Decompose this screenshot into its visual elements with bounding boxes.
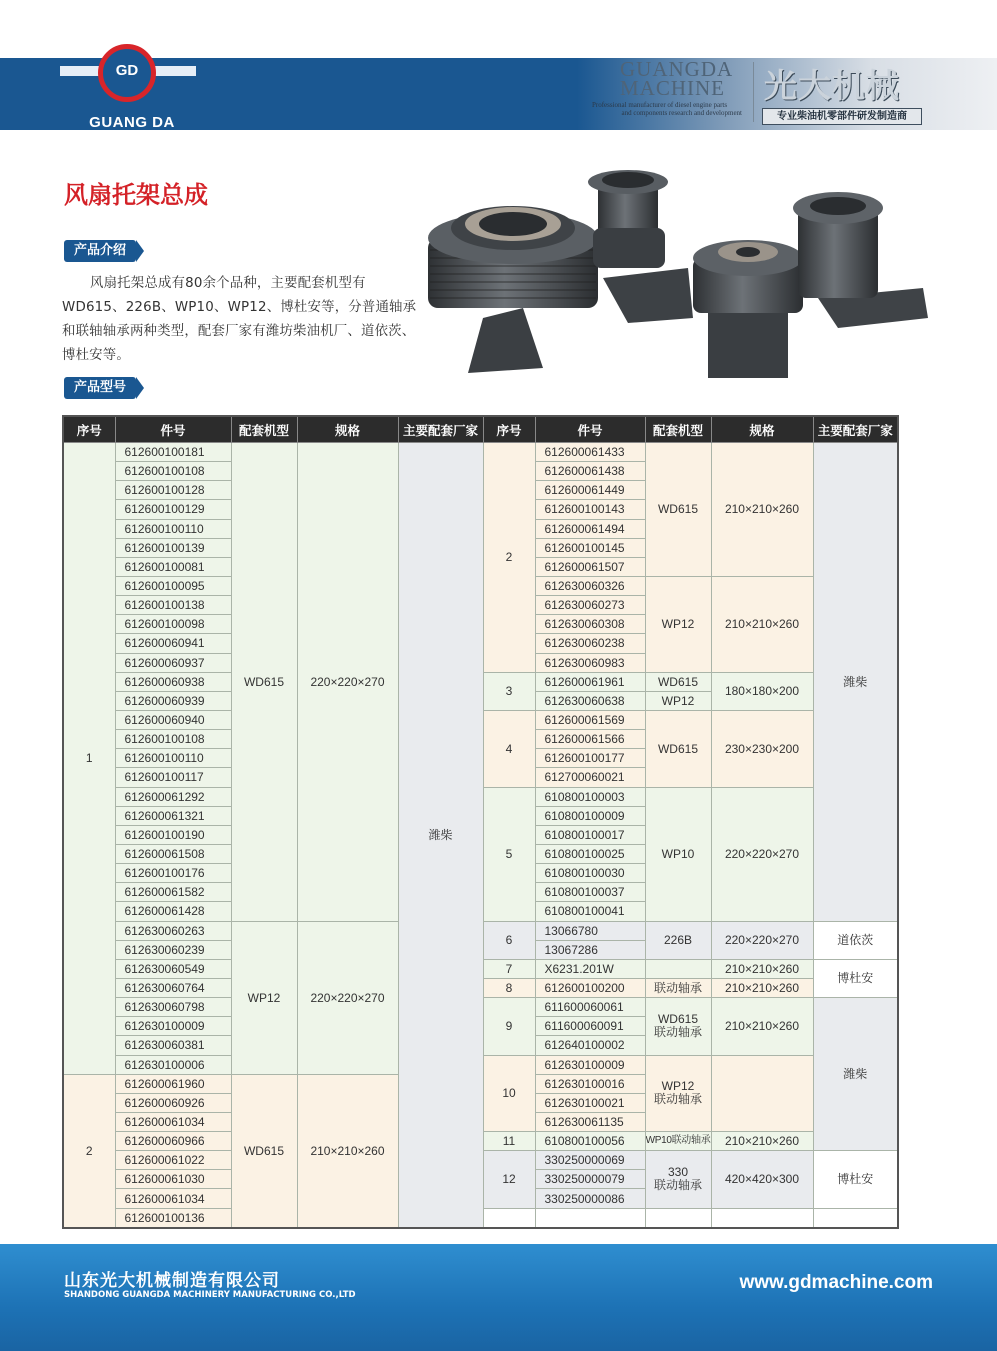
col-header: 配套机型 xyxy=(645,416,711,443)
part-no: 610800100003 xyxy=(535,787,645,806)
part-no: 612630100009 xyxy=(535,1055,645,1074)
engine-model: WP12 xyxy=(645,691,711,710)
group-no: 7 xyxy=(483,959,535,978)
part-no: 612600100143 xyxy=(535,500,645,519)
spec: 210×210×260 xyxy=(711,1132,813,1151)
company-logo xyxy=(60,44,200,136)
maker: 博杜安 xyxy=(813,1151,898,1208)
part-no: 612600061438 xyxy=(535,462,645,481)
group-no: 4 xyxy=(483,710,535,787)
table-row xyxy=(63,443,898,462)
logo-text: GUANG DA xyxy=(89,114,175,131)
part-no: 330250000069 xyxy=(535,1151,645,1170)
part-no: 612600061321 xyxy=(115,806,231,825)
part-no: 612600061449 xyxy=(535,481,645,500)
part-no: 610800100017 xyxy=(535,825,645,844)
spec: 210×210×260 xyxy=(711,998,813,1055)
cn-brand: 光大机械 xyxy=(764,66,900,105)
spec: 180×180×200 xyxy=(711,672,813,710)
empty-cell xyxy=(645,1208,711,1228)
engine-model: 226B xyxy=(645,921,711,959)
col-header: 件号 xyxy=(115,416,231,443)
engine-model-line: 联动轴承 xyxy=(653,1178,702,1193)
part-no: 612600061034 xyxy=(115,1189,231,1208)
spec: 220×220×270 xyxy=(297,443,398,922)
part-no: 612600060966 xyxy=(115,1132,231,1151)
spec: 230×230×200 xyxy=(711,710,813,787)
engine-model xyxy=(645,998,711,1055)
part-no: 612600100177 xyxy=(535,749,645,768)
group-no: 6 xyxy=(483,921,535,959)
part-no: 612600100138 xyxy=(115,596,231,615)
part-no: 612600061292 xyxy=(115,787,231,806)
part-no: 612600100081 xyxy=(115,557,231,576)
spec: 210×210×260 xyxy=(297,1074,398,1228)
fan-bracket-2 xyxy=(588,170,693,323)
company-name-en: SHANDONG GUANGDA MACHINERY MANUFACTURING CO.,LTD xyxy=(64,1290,356,1300)
engine-model: 联动轴承 xyxy=(645,978,711,997)
engine-model: WD615 xyxy=(645,710,711,787)
part-no: 612600100176 xyxy=(115,864,231,883)
part-no: 612630100016 xyxy=(535,1074,645,1093)
website-link[interactable]: www.gdmachine.com xyxy=(739,1272,933,1293)
part-no: 612600100129 xyxy=(115,500,231,519)
part-no: 612630060273 xyxy=(535,596,645,615)
part-no: 612600060937 xyxy=(115,653,231,672)
part-no: 612630100021 xyxy=(535,1093,645,1112)
cn-tagline: 专业柴油机零部件研发制造商 xyxy=(762,108,922,125)
maker: 潍柴 xyxy=(813,998,898,1151)
page-title: 风扇托架总成 xyxy=(64,180,208,209)
part-no: 612600060940 xyxy=(115,710,231,729)
engine-model-line: WD615 xyxy=(657,1012,698,1027)
part-no: 612600061960 xyxy=(115,1074,231,1093)
part-no: 612630060983 xyxy=(535,653,645,672)
group-no: 10 xyxy=(483,1055,535,1132)
part-no: 612630060549 xyxy=(115,959,231,978)
part-no: 610800100025 xyxy=(535,844,645,863)
part-no: 612600060926 xyxy=(115,1093,231,1112)
part-no: 612600061582 xyxy=(115,883,231,902)
engine-model: WP12 xyxy=(645,576,711,672)
spec: 220×220×270 xyxy=(711,787,813,921)
engine-model: WD615 xyxy=(645,672,711,691)
part-no: 612600100110 xyxy=(115,519,231,538)
col-header: 规格 xyxy=(297,416,398,443)
part-no: 612600061030 xyxy=(115,1170,231,1189)
spec: 210×210×260 xyxy=(711,959,813,978)
part-no: 612600100190 xyxy=(115,825,231,844)
engine-model xyxy=(645,1055,711,1132)
en-brand-line-2: MACHINE xyxy=(620,76,725,100)
table-header-row xyxy=(63,416,898,443)
part-no: 612600100145 xyxy=(535,538,645,557)
part-no: 330250000079 xyxy=(535,1170,645,1189)
engine-model xyxy=(645,1151,711,1208)
empty-cell xyxy=(535,1208,645,1228)
group-no: 11 xyxy=(483,1132,535,1151)
engine-model: WP10 xyxy=(645,787,711,921)
models-table xyxy=(62,415,899,1229)
group-no: 2 xyxy=(483,443,535,673)
part-no: 612600061961 xyxy=(535,672,645,691)
spec: 210×210×260 xyxy=(711,576,813,672)
en-tagline-line-2: and components research and development xyxy=(621,109,742,117)
col-header: 主要配套厂家 xyxy=(813,416,898,443)
part-no: 612600061494 xyxy=(535,519,645,538)
col-header: 主要配套厂家 xyxy=(398,416,483,443)
part-no: 612600100200 xyxy=(535,978,645,997)
part-no: 612640100002 xyxy=(535,1036,645,1055)
group-no: 8 xyxy=(483,978,535,997)
part-no: 612600061022 xyxy=(115,1151,231,1170)
part-no: 612600100181 xyxy=(115,443,231,462)
part-no: 610800100037 xyxy=(535,883,645,902)
engine-model: WD615 xyxy=(231,443,297,922)
spec xyxy=(711,1055,813,1132)
spec: 210×210×260 xyxy=(711,443,813,577)
logo-mark: GD xyxy=(115,62,139,79)
part-no: 612600060938 xyxy=(115,672,231,691)
col-header: 序号 xyxy=(63,416,115,443)
engine-model: WP12 xyxy=(231,921,297,1074)
spec: 220×220×270 xyxy=(297,921,398,1074)
intro-heading: 产品介绍 xyxy=(64,240,136,262)
en-tagline-line-1: Professional manufacturer of diesel engine parts xyxy=(592,101,728,109)
en-tagline xyxy=(592,101,750,117)
engine-model: WD615 xyxy=(645,443,711,577)
en-brand-line-1: GUANGDA xyxy=(620,57,734,81)
part-no: 612630060326 xyxy=(535,576,645,595)
group-no: 2 xyxy=(63,1074,115,1228)
part-no: 13067286 xyxy=(535,940,645,959)
engine-model-line: 330 xyxy=(667,1165,689,1180)
part-no: 612600061569 xyxy=(535,710,645,729)
col-header: 件号 xyxy=(535,416,645,443)
engine-model: WP10联动轴承 xyxy=(645,1132,711,1151)
part-no: 612600100098 xyxy=(115,615,231,634)
part-no: 612600061507 xyxy=(535,557,645,576)
part-no: 612630060798 xyxy=(115,998,231,1017)
engine-model: WD615 xyxy=(231,1074,297,1228)
part-no: 612600100108 xyxy=(115,462,231,481)
part-no: 612600100136 xyxy=(115,1208,231,1228)
part-no: 612600100128 xyxy=(115,481,231,500)
group-no: 1 xyxy=(63,443,115,1075)
part-no: 612700060021 xyxy=(535,768,645,787)
part-no: 612630060308 xyxy=(535,615,645,634)
company-name-cn: 山东光大机械制造有限公司 xyxy=(64,1271,280,1291)
part-no: 612600100110 xyxy=(115,749,231,768)
part-no: X6231.201W xyxy=(535,959,645,978)
col-header: 规格 xyxy=(711,416,813,443)
empty-cell xyxy=(711,1208,813,1228)
col-header: 序号 xyxy=(483,416,535,443)
part-no: 610800100056 xyxy=(535,1132,645,1151)
group-no: 5 xyxy=(483,787,535,921)
maker: 博杜安 xyxy=(813,959,898,997)
en-brand xyxy=(620,57,750,100)
intro-text: 风扇托架总成有80余个品种，主要配套机型有WD615、226B、WP10、WP12、博杜安等，分普通轴承和联轴轴承两种类型，配套厂家有潍坊柴油机厂、道依茨、博杜安等。 xyxy=(62,276,417,363)
part-no: 612600100139 xyxy=(115,538,231,557)
logo-emblem xyxy=(98,44,156,102)
engine-model-line: 联动轴承 xyxy=(653,1092,702,1107)
maker: 潍柴 xyxy=(813,443,898,922)
spec: 210×210×260 xyxy=(711,978,813,997)
spec: 420×420×300 xyxy=(711,1151,813,1208)
part-no: 612600061428 xyxy=(115,902,231,921)
part-no: 611600060091 xyxy=(535,1017,645,1036)
part-no: 612600061566 xyxy=(535,730,645,749)
empty-cell xyxy=(483,1208,535,1228)
part-no: 610800100030 xyxy=(535,864,645,883)
part-no: 612630060238 xyxy=(535,634,645,653)
fan-bracket-3 xyxy=(693,240,803,378)
group-no: 3 xyxy=(483,672,535,710)
group-no: 9 xyxy=(483,998,535,1055)
part-no: 612630100009 xyxy=(115,1017,231,1036)
part-no: 612630060638 xyxy=(535,691,645,710)
part-no: 612630100006 xyxy=(115,1055,231,1074)
models-heading: 产品型号 xyxy=(64,377,136,399)
col-header: 配套机型 xyxy=(231,416,297,443)
part-no: 612630061135 xyxy=(535,1112,645,1131)
maker: 道依茨 xyxy=(813,921,898,959)
engine-model xyxy=(645,959,711,978)
product-photo xyxy=(428,168,928,388)
group-no: 12 xyxy=(483,1151,535,1208)
brand-divider xyxy=(753,62,754,122)
part-no: 612600060939 xyxy=(115,691,231,710)
part-no: 612630060263 xyxy=(115,921,231,940)
part-no: 612600100108 xyxy=(115,730,231,749)
spec: 220×220×270 xyxy=(711,921,813,959)
part-no: 612630060239 xyxy=(115,940,231,959)
part-no: 612600061508 xyxy=(115,844,231,863)
part-no: 330250000086 xyxy=(535,1189,645,1208)
part-no: 610800100009 xyxy=(535,806,645,825)
part-no: 612630060764 xyxy=(115,978,231,997)
part-no: 612600100095 xyxy=(115,576,231,595)
part-no: 612600061034 xyxy=(115,1112,231,1131)
part-no: 612600060941 xyxy=(115,634,231,653)
part-no: 611600060061 xyxy=(535,998,645,1017)
empty-cell xyxy=(813,1208,898,1228)
part-no: 612630060381 xyxy=(115,1036,231,1055)
fan-bracket-1 xyxy=(428,206,598,373)
engine-model-line: 联动轴承 xyxy=(653,1025,702,1040)
maker: 潍柴 xyxy=(398,443,483,1228)
fan-bracket-4 xyxy=(793,192,928,328)
part-no: 612600100117 xyxy=(115,768,231,787)
part-no: 610800100041 xyxy=(535,902,645,921)
part-no: 13066780 xyxy=(535,921,645,940)
engine-model-line: WP12 xyxy=(661,1079,695,1094)
part-no: 612600061433 xyxy=(535,443,645,462)
